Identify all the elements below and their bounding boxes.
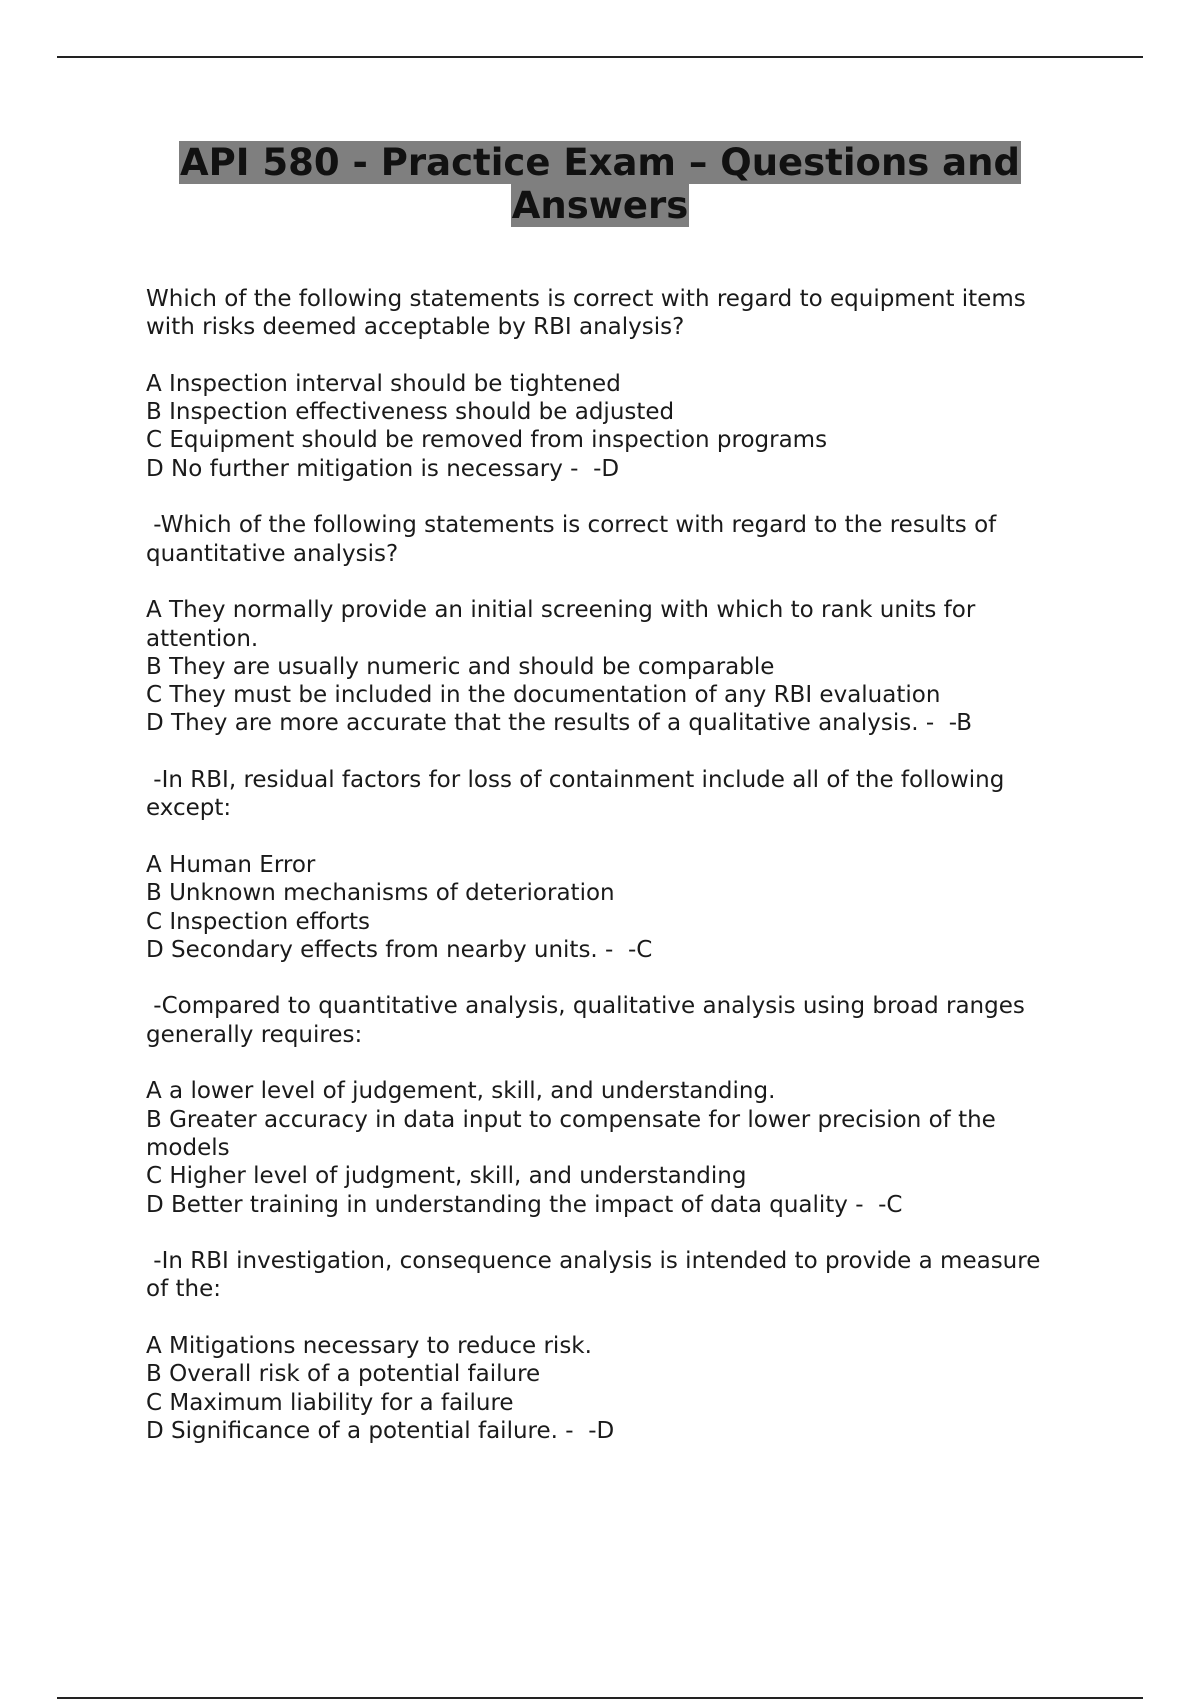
question-text	[146, 766, 1096, 823]
answer-options	[146, 851, 1096, 964]
qa-block-1	[146, 285, 1096, 483]
question-text	[146, 511, 1096, 568]
option-line: attention.	[146, 625, 259, 652]
question-line: except:	[146, 795, 232, 822]
qa-block-5	[146, 1247, 1096, 1445]
option-line: A Human Error	[146, 851, 316, 878]
option-line: C Higher level of judgment, skill, and understanding	[146, 1163, 747, 1190]
page-title	[0, 141, 1200, 227]
option-line: B Greater accuracy in data input to compensate for lower precision of the	[146, 1106, 996, 1133]
option-line: C Inspection efforts	[146, 908, 371, 935]
option-line: A Mitigations necessary to reduce risk.	[146, 1332, 592, 1359]
answer-options	[146, 370, 1096, 483]
question-line: generally requires:	[146, 1021, 363, 1048]
option-line: B They are usually numeric and should be comparable	[146, 653, 775, 680]
qa-block-4	[146, 992, 1096, 1218]
title-line-2: Answers	[511, 184, 689, 227]
question-line: -Compared to quantitative analysis, qualitative analysis using broad ranges	[146, 993, 1025, 1020]
answer-options	[146, 1077, 1096, 1218]
option-line: B Inspection effectiveness should be adjusted	[146, 399, 675, 426]
qa-block-2	[146, 511, 1096, 737]
header-rule	[57, 56, 1143, 58]
option-line: models	[146, 1134, 230, 1161]
question-text	[146, 1247, 1096, 1304]
question-line: with risks deemed acceptable by RBI analysis?	[146, 314, 685, 341]
title-line-1: API 580 - Practice Exam – Questions and	[180, 141, 1020, 184]
question-line: -In RBI, residual factors for loss of containment include all of the following	[146, 767, 1005, 794]
option-line: D They are more accurate that the results of a qualitative analysis. - -B	[146, 710, 973, 737]
option-line: D No further mitigation is necessary - -D	[146, 455, 620, 482]
questions-body	[146, 285, 1096, 1473]
question-line: -Which of the following statements is correct with regard to the results of	[146, 512, 997, 539]
option-line: C Maximum liability for a failure	[146, 1389, 514, 1416]
option-line: D Secondary effects from nearby units. - -C	[146, 936, 653, 963]
option-line: A They normally provide an initial screening with which to rank units for	[146, 597, 976, 624]
qa-block-3	[146, 766, 1096, 964]
option-line: D Better training in understanding the impact of data quality - -C	[146, 1191, 903, 1218]
option-line: B Unknown mechanisms of deterioration	[146, 880, 615, 907]
answer-options	[146, 1332, 1096, 1445]
question-line: of the:	[146, 1276, 221, 1303]
option-line: A Inspection interval should be tightened	[146, 370, 621, 397]
option-line: B Overall risk of a potential failure	[146, 1361, 541, 1388]
option-line: D Significance of a potential failure. - -D	[146, 1417, 615, 1444]
question-line: quantitative analysis?	[146, 540, 399, 567]
footer-rule	[57, 1697, 1143, 1699]
option-line: C They must be included in the documentation of any RBI evaluation	[146, 682, 941, 709]
question-text	[146, 992, 1096, 1049]
answer-options	[146, 596, 1096, 737]
option-line: A a lower level of judgement, skill, and understanding.	[146, 1078, 776, 1105]
question-line: -In RBI investigation, consequence analysis is intended to provide a measure	[146, 1248, 1041, 1275]
question-line: Which of the following statements is correct with regard to equipment items	[146, 286, 1026, 312]
option-line: C Equipment should be removed from inspection programs	[146, 427, 828, 454]
question-text	[146, 285, 1096, 342]
